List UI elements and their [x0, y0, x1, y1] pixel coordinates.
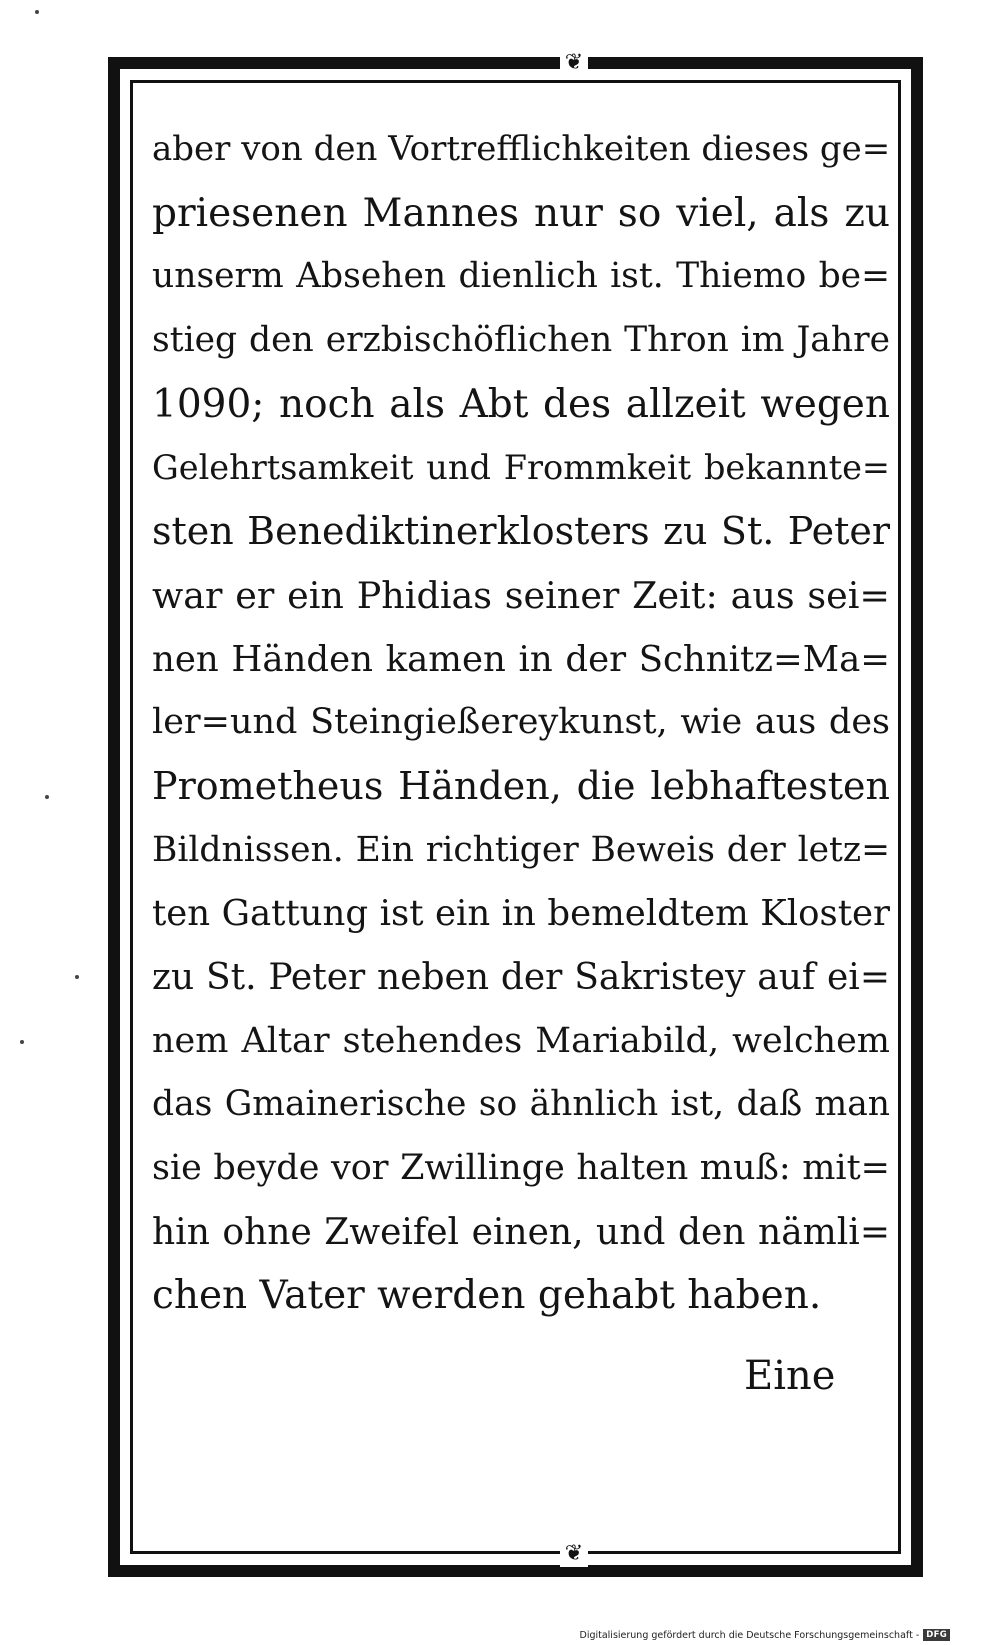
text-line: priesenen Mannes nur so viel, als zu: [152, 190, 890, 236]
text-line: aber von den Vortrefflichkeiten dieses ge=: [152, 129, 890, 169]
text-line: nen Händen kamen in der Schnitz=Ma=: [152, 638, 890, 680]
text-line: Gelehrtsamkeit und Frommkeit bekannte=: [152, 448, 890, 488]
paper-speck: [45, 795, 49, 799]
catchword: Eine: [744, 1353, 836, 1399]
text-line: sten Benediktinerklosters zu St. Peter: [152, 509, 890, 554]
body-text: [152, 118, 890, 1328]
text-line: nem Altar stehendes Mariabild, welchem: [152, 1020, 890, 1061]
text-line: stieg den erzbischöflichen Thron im Jahre: [152, 320, 890, 361]
text-line: unserm Absehen dienlich ist. Thiemo be=: [152, 256, 890, 297]
text-line: zu St. Peter neben der Sakristey auf ei=: [152, 956, 890, 998]
paper-speck: [75, 975, 79, 979]
text-line: hin ohne Zweifel einen, und den nämli=: [152, 1211, 890, 1253]
text-line: Prometheus Händen, die lebhaftesten: [152, 763, 890, 808]
text-line: sie beyde vor Zwillinge halten muß: mit=: [152, 1148, 890, 1188]
dfg-logo: DFG: [923, 1629, 950, 1641]
digitization-footer: [580, 1627, 951, 1643]
border-ornament-bottom: ❦: [560, 1541, 588, 1567]
text-line: 1090; noch als Abt des allzeit wegen: [152, 381, 890, 427]
text-line: war er ein Phidias seiner Zeit: aus sei=: [152, 573, 890, 617]
text-line-last: chen Vater werden gehabt haben.: [152, 1273, 822, 1319]
text-line: ler=und Steingießereykunst, wie aus des: [152, 702, 890, 743]
text-line: das Gmainerische so ähnlich ist, daß man: [152, 1084, 890, 1125]
border-ornament-top: ❦: [560, 50, 588, 76]
text-line: ten Gattung ist ein in bemeldtem Kloster: [152, 893, 890, 935]
text-line: Bildnissen. Ein richtiger Beweis der letz=: [152, 829, 890, 870]
paper-speck: [35, 10, 39, 14]
paper-speck: [20, 1040, 24, 1044]
footer-credit: Digitalisierung gefördert durch die Deutsche Forschungsgemeinschaft -: [579, 1629, 920, 1641]
